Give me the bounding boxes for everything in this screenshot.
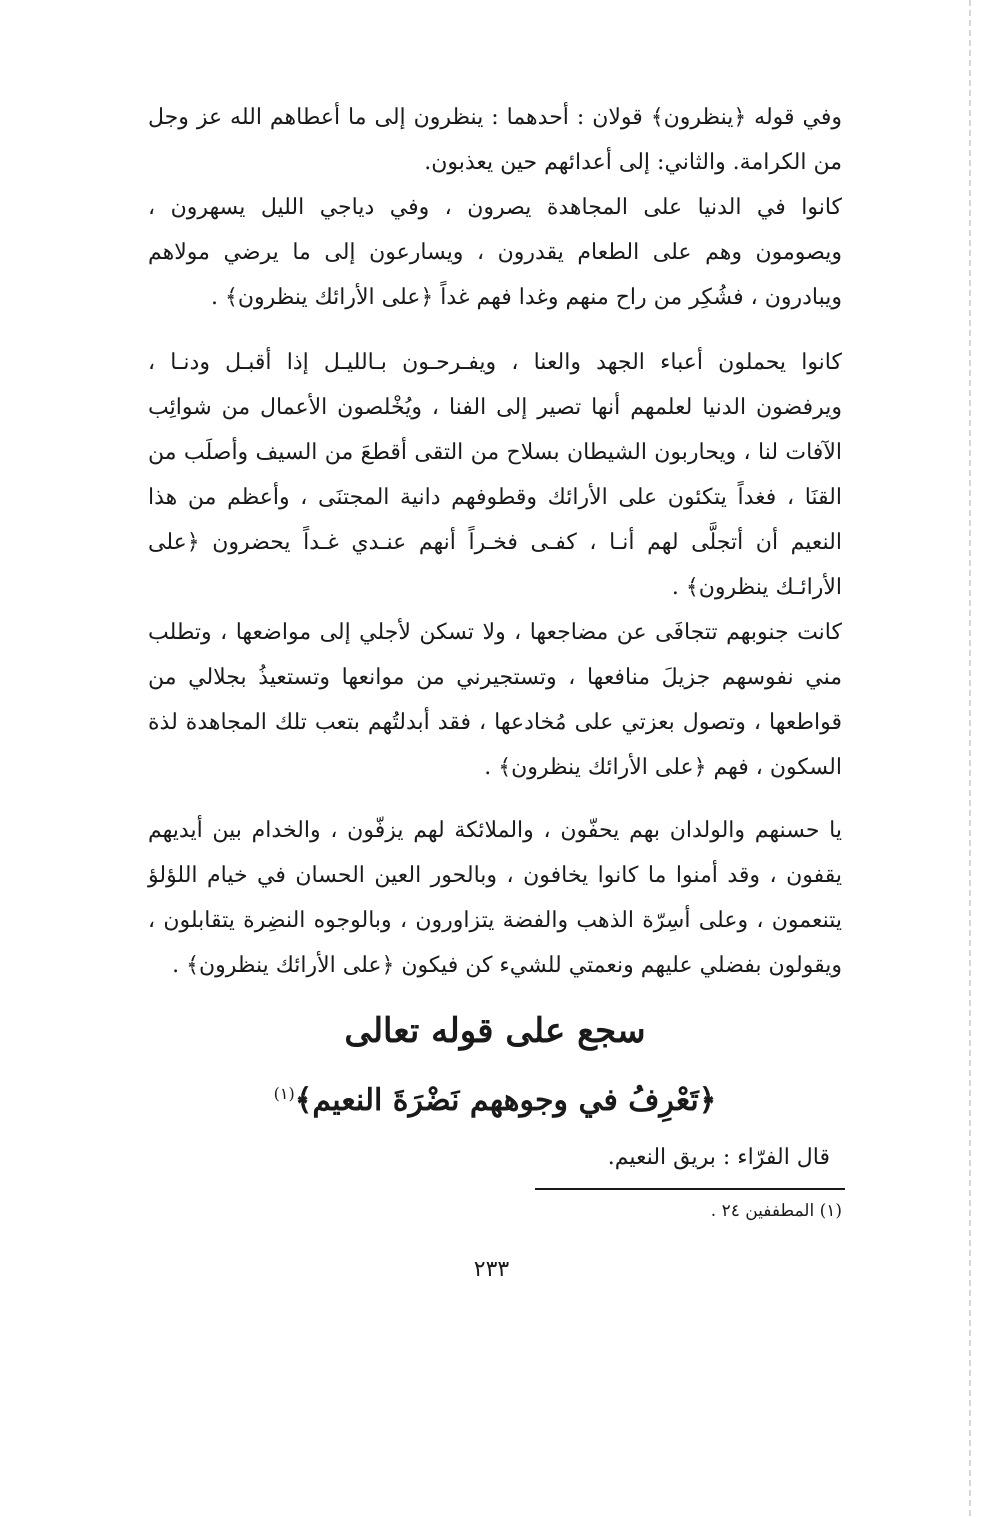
paragraph-5 — [148, 808, 842, 988]
commentary-line: قال الفرّاء : بريق النعيم. — [607, 1145, 830, 1170]
paragraph-1-text: وفي قوله ﴿ينظرون﴾ قولان : أحدهما : ينظرون إلى ما أعطاهم الله عز وجل من الكرامة. والثاني: إلى أعدائهم حين يعذبون. — [148, 105, 842, 175]
paragraph-3 — [148, 340, 842, 610]
paragraph-2-text: كانوا في الدنيا على المجاهدة يصرون ، وفي دياجي الليل يسهرون ، ويصومون وهم على الطعام يقدرون ، ويسارعون إلى ما يرضي مولاهم ويبادرون ، فشُكِر من راح منهم وغدا فهم غداً ﴿على الأرائك ينظرون﴾ . — [148, 195, 842, 310]
paragraph-2 — [148, 185, 842, 320]
footnote-marker: (١) — [273, 1084, 295, 1103]
section-verse-heading — [148, 1068, 842, 1127]
footnote: (١) المطففين ٢٤ . — [710, 1201, 842, 1221]
footnote-divider — [535, 1188, 845, 1190]
page-number: ٢٣٣ — [473, 1257, 510, 1282]
verse-text: ﴿تَعْرِفُ في وجوههم نَضْرَةَ النعيم﴾ — [294, 1083, 717, 1118]
paragraph-5-text: يا حسنهم والولدان بهم يحفّون ، والملائكة لهم يزفّون ، والخدام بين أيديهم يقفون ، وقد أمنوا ما كانوا يخافون ، وبالحور العين الحسان في خيام اللؤلؤ يتنعمون ، وعلى أسِرّة الذهب والفضة يتزاورون ، وبالوجوه النضِرة يتقابلون ، ويقولون بفضلي عليهم ونعمتي للشيء كن فيكون ﴿على الأرائك ينظرون﴾ . — [148, 818, 842, 978]
page-binding-edge — [969, 0, 971, 1517]
paragraph-3-text: كانوا يحملون أعباء الجهد والعنا ، ويفـرحـون بـالليـل إذا أقبـل ودنـا ، ويرفضون الدنيا لعلمهم أنها تصير إلى الفنا ، ويُخْلصون الأعمال من شوائِب الآفات لنا ، ويحاربون الشيطان بسلاح من التقى أقطعَ من السيف وأصلَب من القنَا ، فغداً يتكئون على الأرائك وقطوفهم دانية المجتنَى ، وأعظم من هذا النعيم أن أتجلَّى لهم أنـا ، كفـى فخـراً أنهم عنـدي غـداً يحضرون ﴿على الأرائـك ينظرون﴾ . — [148, 350, 842, 600]
paragraph-4-text: كانت جنوبهم تتجافَى عن مضاجعها ، ولا تسكن لأجلي إلى مواضعها ، وتطلب مني نفوسهم جزيلَ منافعها ، وتستجيرني من موانعها وتستعيذُ بجلالي من قواطعها ، وتصول بعزتي على مُخادعها ، فقد أبدلتُهم بتعب تلك المجاهدة لذة السكون ، فهم ﴿على الأرائك ينظرون﴾ . — [148, 620, 842, 780]
section-heading: سجع على قوله تعالى — [344, 1011, 646, 1051]
paragraph-1 — [148, 95, 842, 185]
paragraph-4 — [148, 610, 842, 790]
